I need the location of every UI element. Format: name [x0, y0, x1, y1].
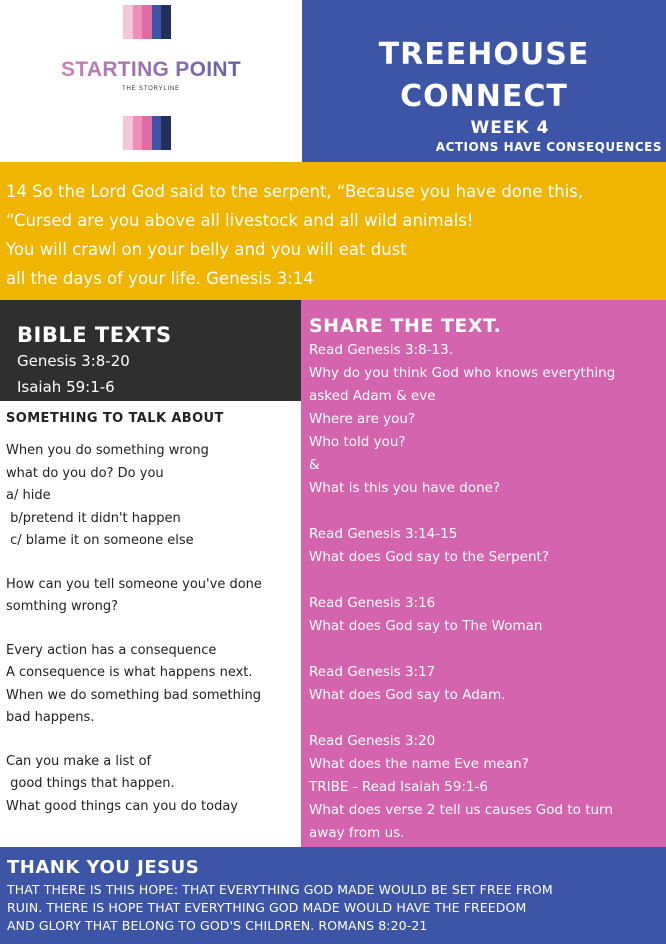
talk-line: b/pretend it didn't happen	[6, 510, 181, 526]
verse-line: You will crawl on your belly and you will eat dust	[6, 240, 407, 259]
share-line: Read Genesis 3:16	[309, 595, 436, 611]
share-line: &	[309, 457, 320, 473]
page-title	[302, 34, 666, 118]
verse-line: “Cursed are you above all livestock and all wild animals!	[6, 211, 474, 230]
logo-stripe	[123, 116, 133, 150]
logo-stripe	[152, 116, 162, 150]
share-line: What is this you have done?	[309, 480, 501, 496]
title-line-1: TREEHOUSE	[378, 37, 590, 72]
bible-ref: Isaiah 59:1-6	[17, 378, 115, 396]
footer-line: AND GLORY THAT BELONG TO GOD'S CHILDREN. ROMANS 8:20-21	[7, 918, 428, 933]
share-group	[309, 661, 666, 707]
logo-stripe	[161, 5, 171, 39]
share-section	[301, 300, 666, 847]
bible-texts-panel	[0, 300, 301, 401]
talk-line: bad happens.	[6, 710, 95, 725]
talk-line: What good things can you do today	[6, 798, 238, 814]
share-line: What does God say to the Serpent?	[309, 549, 549, 565]
logo-stripe	[152, 5, 162, 39]
share-line: Read Genesis 3:20	[309, 733, 436, 749]
bible-ref: Genesis 3:8-20	[17, 352, 130, 370]
share-line: What does God say to Adam.	[309, 687, 506, 703]
week-subtitle: ACTIONS HAVE CONSEQUENCES	[435, 140, 662, 154]
share-line: Where are you?	[309, 411, 416, 427]
talk-line: When you do something wrong	[6, 443, 209, 458]
share-line: Read Genesis 3:8-13.	[309, 342, 454, 358]
share-line: TRIBE - Read Isaiah 59:1-6	[309, 779, 489, 795]
talk-line: Can you make a list of	[6, 753, 152, 769]
talk-section	[0, 401, 301, 847]
logo-stripes-bottom	[123, 116, 171, 150]
title-line-2: CONNECT	[400, 79, 568, 114]
talk-line: When we do something bad something	[6, 687, 261, 703]
share-line: Read Genesis 3:17	[309, 664, 436, 680]
share-group	[309, 592, 666, 638]
share-line: away from us.	[309, 825, 405, 841]
share-line: asked Adam & eve	[309, 388, 436, 404]
verse-band	[0, 162, 666, 300]
title-panel	[302, 0, 666, 162]
talk-line: somthing wrong?	[6, 599, 118, 614]
logo-stripe	[133, 116, 143, 150]
talk-line: c/ blame it on someone else	[6, 533, 194, 548]
talk-line: How can you tell someone you've done	[6, 576, 262, 592]
share-line: What does the name Eve mean?	[309, 756, 529, 772]
share-line: Read Genesis 3:14-15	[309, 526, 458, 542]
talk-line: A consequence is what happens next.	[6, 665, 253, 680]
share-line: Who told you?	[309, 434, 406, 450]
logo-stripes-top	[123, 5, 171, 39]
footer-line: RUIN. THERE IS HOPE THAT EVERYTHING GOD MADE WOULD HAVE THE FREEDOM	[7, 900, 527, 915]
footer-heading: THANK YOU JESUS	[7, 857, 200, 878]
talk-line: good things that happen.	[6, 776, 175, 791]
logo-text: STARTING POINT	[0, 58, 302, 82]
verse-line: 14 So the Lord God said to the serpent, “Because you have done this,	[6, 182, 584, 201]
talk-line: Every action has a consequence	[6, 642, 217, 658]
week-label: WEEK 4	[470, 118, 550, 138]
share-group	[309, 523, 666, 569]
logo-stripe	[161, 116, 171, 150]
logo-stripe	[142, 116, 152, 150]
verse-line: all the days of your life. Genesis 3:14	[6, 269, 314, 288]
share-line: What does verse 2 tell us causes God to turn	[309, 802, 613, 818]
logo-panel	[0, 0, 302, 162]
talk-line: what do you do? Do you	[6, 465, 164, 481]
logo-stripe	[142, 5, 152, 39]
share-group	[309, 339, 666, 500]
talk-group	[6, 574, 301, 619]
talk-line: a/ hide	[6, 488, 51, 503]
share-line: Why do you think God who knows everything	[309, 365, 616, 381]
logo-stripe	[133, 5, 143, 39]
share-group	[309, 730, 666, 845]
bible-texts-heading: BIBLE TEXTS	[17, 323, 172, 347]
footer-panel	[0, 847, 666, 944]
talk-group	[6, 751, 301, 819]
talk-group	[6, 640, 301, 730]
share-line: What does God say to The Woman	[309, 618, 543, 634]
share-heading: SHARE THE TEXT.	[309, 315, 502, 337]
logo-stripe	[123, 5, 133, 39]
talk-heading: SOMETHING TO TALK ABOUT	[6, 411, 224, 426]
footer-line: THAT THERE IS THIS HOPE: THAT EVERYTHING GOD MADE WOULD BE SET FREE FROM	[7, 882, 553, 897]
talk-group	[6, 440, 301, 553]
logo-subtitle: THE STORYLINE	[122, 86, 180, 92]
